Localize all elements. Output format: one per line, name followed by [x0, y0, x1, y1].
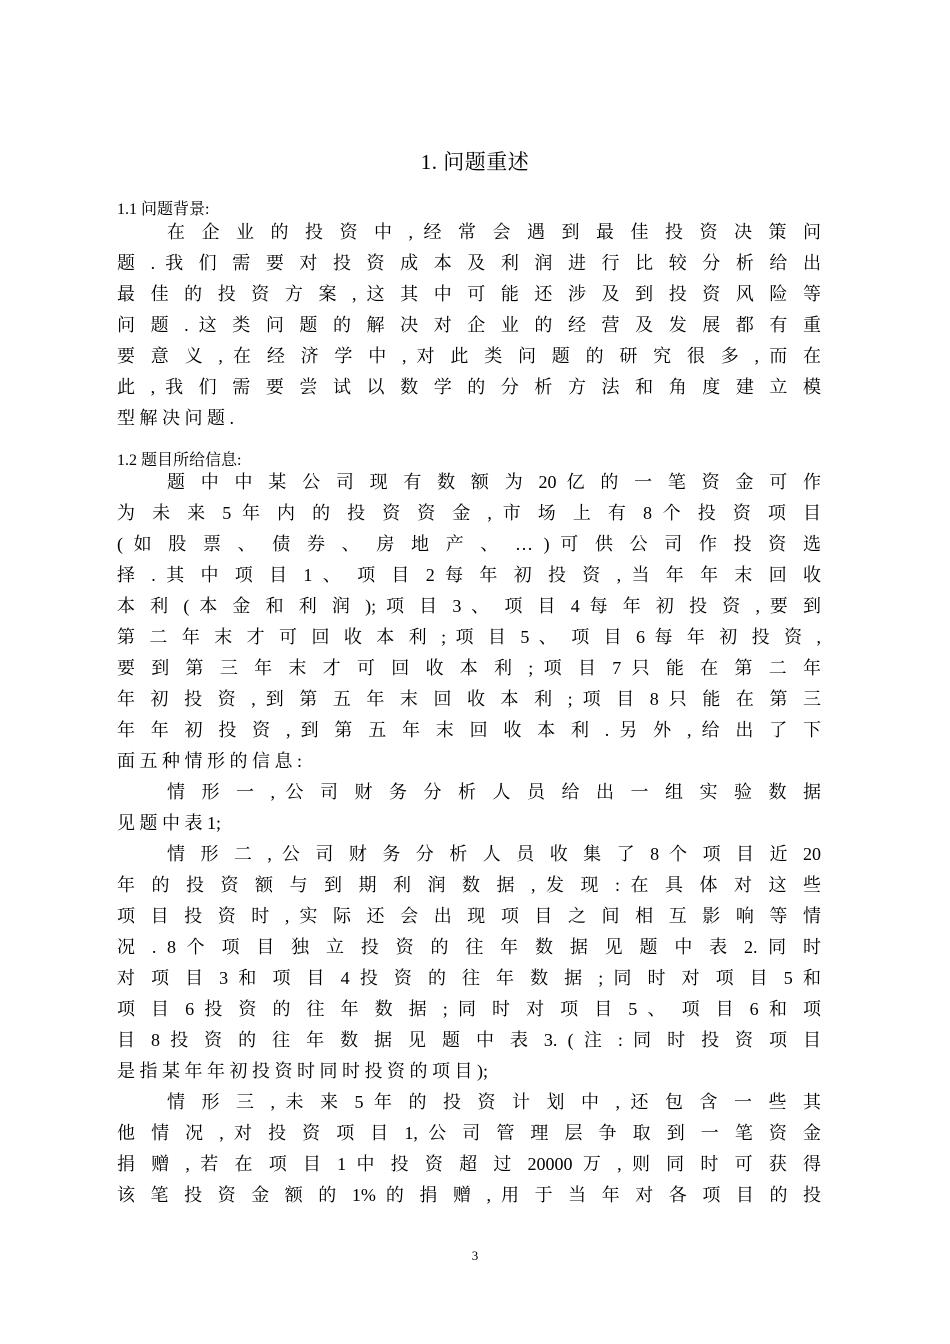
text-line: 情 形 一 , 公 司 财 务 分 析 人 员 给 出 一 组 实 验 数 据: [167, 782, 821, 802]
text-line: 目 8 投 资 的 往 年 数 据 见 题 中 表 3. ( 注 : 同 时 投 资 项 目: [117, 1030, 821, 1050]
text-line: 他 情 况 , 对 投 资 项 目 1, 公 司 管 理 层 争 取 到 一 笔 资 金: [117, 1123, 821, 1143]
text-line: 题 . 我 们 需 要 对 投 资 成 本 及 利 润 进 行 比 较 分 析 给 出: [117, 253, 821, 273]
text-line: 为 未 来 5 年 内 的 投 资 资 金 , 市 场 上 有 8 个 投 资 项 目: [117, 503, 821, 523]
text-line: 择 . 其 中 项 目 1 、 项 目 2 每 年 初 投 资 , 当 年 年 末 回 收: [117, 565, 821, 585]
section-title: 1. 问题重述: [420, 150, 530, 174]
text-line: 是 指 某 年 年 初 投 资 时 同 时 投 资 的 项 目 );: [117, 1061, 488, 1081]
text-line: 捐 赠 , 若 在 项 目 1 中 投 资 超 过 20000 万 , 则 同 时 可 获 得: [117, 1154, 821, 1174]
text-line: 项 目 投 资 时 , 实 际 还 会 出 现 项 目 之 间 相 互 影 响 等 情: [117, 906, 821, 926]
text-line: 要 意 义 , 在 经 济 学 中 , 对 此 类 问 题 的 研 究 很 多 , 而 在: [117, 346, 821, 366]
text-line: 年 初 投 资 , 到 第 五 年 末 回 收 本 利 ; 项 目 8 只 能 在 第 三: [117, 689, 821, 709]
text-line: 在 企 业 的 投 资 中 , 经 常 会 遇 到 最 佳 投 资 决 策 问: [167, 222, 821, 242]
text-line: 年 年 初 投 资 , 到 第 五 年 末 回 收 本 利 . 另 外 , 给 出 了 下: [117, 720, 821, 740]
text-line: 第 二 年 末 才 可 回 收 本 利 ; 项 目 5 、 项 目 6 每 年 初 投 资 ,: [117, 627, 821, 647]
text-line: 对 项 目 3 和 项 目 4 投 资 的 往 年 数 据 ; 同 时 对 项 目 5 和: [117, 968, 821, 988]
text-line: 年 的 投 资 额 与 到 期 利 润 数 据 , 发 现 : 在 具 体 对 这 些: [117, 875, 821, 895]
text-line: 况 . 8 个 项 目 独 立 投 资 的 往 年 数 据 见 题 中 表 2. 同 时: [117, 937, 821, 957]
subsection-heading-background: 1.1 问题背景:: [117, 201, 210, 218]
text-line: 最 佳 的 投 资 方 案 , 这 其 中 可 能 还 涉 及 到 投 资 风 险 等: [117, 284, 821, 304]
page-number: 3: [471, 1248, 479, 1263]
text-line: 见 题 中 表 1;: [117, 813, 222, 833]
subsection-heading-info: 1.2 题目所给信息:: [117, 452, 242, 469]
text-line: 面 五 种 情 形 的 信 息 :: [117, 751, 303, 771]
text-line: 型 解 决 问 题 .: [117, 408, 234, 428]
text-line: 问 题 . 这 类 问 题 的 解 决 对 企 业 的 经 营 及 发 展 都 有 重: [117, 315, 821, 335]
text-line: 题 中 中 某 公 司 现 有 数 额 为 20 亿 的 一 笔 资 金 可 作: [167, 472, 821, 492]
text-line: 此 , 我 们 需 要 尝 试 以 数 学 的 分 析 方 法 和 角 度 建 立 模: [117, 377, 821, 397]
text-line: 要 到 第 三 年 末 才 可 回 收 本 利 ; 项 目 7 只 能 在 第 二 年: [117, 658, 821, 678]
text-line: 该 笔 投 资 金 额 的 1% 的 捐 赠 , 用 于 当 年 对 各 项 目 的 投: [117, 1185, 821, 1205]
text-line: 情 形 三 , 未 来 5 年 的 投 资 计 划 中 , 还 包 含 一 些 其: [167, 1092, 821, 1112]
text-line: 情 形 二 , 公 司 财 务 分 析 人 员 收 集 了 8 个 项 目 近 20: [167, 844, 821, 864]
paragraph-background: [117, 217, 821, 434]
text-line: ( 如 股 票 、 债 券 、 房 地 产 、 … ) 可 供 公 司 作 投 资 选: [117, 534, 821, 554]
paragraph-info: [117, 467, 821, 1211]
text-line: 本 利 ( 本 金 和 利 润 ); 项 目 3 、 项 目 4 每 年 初 投 资 , 要 到: [117, 596, 821, 616]
text-line: 项 目 6 投 资 的 往 年 数 据 ; 同 时 对 项 目 5 、 项 目 6 和 项: [117, 999, 821, 1019]
